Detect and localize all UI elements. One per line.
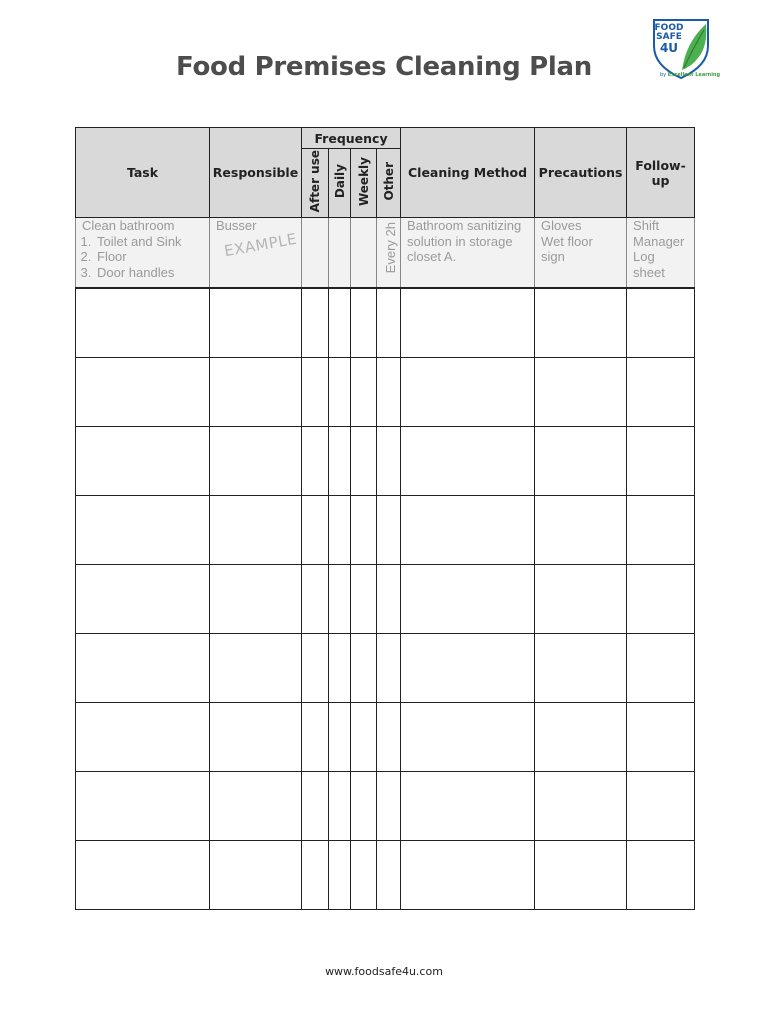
cell-follow-up[interactable] [627,358,695,427]
cell-daily[interactable] [329,634,351,703]
cell-task[interactable] [76,703,210,772]
cell-follow-up[interactable] [627,565,695,634]
cell-precautions[interactable] [535,565,627,634]
logo-wordmark: FOOD SAFE 4U [654,23,684,55]
cell-precautions[interactable] [535,427,627,496]
example-responsible: Busser EXAMPLE [210,218,302,289]
cell-cleaning-method[interactable] [401,634,535,703]
cell-responsible[interactable] [210,772,302,841]
cell-cleaning-method[interactable] [401,288,535,358]
cell-weekly[interactable] [351,841,377,910]
table-row [76,841,695,910]
cell-other[interactable] [377,703,401,772]
cell-precautions[interactable] [535,358,627,427]
cell-responsible[interactable] [210,427,302,496]
example-weekly [351,218,377,289]
cell-after-use[interactable] [302,358,329,427]
cell-weekly[interactable] [351,772,377,841]
cell-follow-up[interactable] [627,841,695,910]
cell-weekly[interactable] [351,358,377,427]
cell-weekly[interactable] [351,427,377,496]
example-cleaning-method: Bathroom sanitizing solution in storage closet A. [401,218,535,289]
column-header-cleaning-method: Cleaning Method [401,128,535,218]
cell-responsible[interactable] [210,841,302,910]
cell-cleaning-method[interactable] [401,703,535,772]
example-task-steps: 1. Toilet and Sink 2. Floor 3. Door handles [76,234,209,281]
cell-responsible[interactable] [210,703,302,772]
cell-responsible[interactable] [210,565,302,634]
example-stamp: EXAMPLE [222,229,299,260]
cell-precautions[interactable] [535,703,627,772]
cell-cleaning-method[interactable] [401,841,535,910]
cell-cleaning-method[interactable] [401,772,535,841]
cell-cleaning-method[interactable] [401,565,535,634]
column-header-daily: Daily [329,149,351,218]
cell-daily[interactable] [329,358,351,427]
example-follow-up: Shift Manager Log sheet [627,218,695,289]
cell-follow-up[interactable] [627,496,695,565]
cell-task[interactable] [76,358,210,427]
table-row [76,634,695,703]
example-other: Every 2h [377,218,401,289]
cell-after-use[interactable] [302,427,329,496]
cell-follow-up[interactable] [627,634,695,703]
example-after-use [302,218,329,289]
cell-task[interactable] [76,496,210,565]
cell-daily[interactable] [329,841,351,910]
cell-precautions[interactable] [535,288,627,358]
cell-follow-up[interactable] [627,703,695,772]
column-header-task: Task [76,128,210,218]
cell-responsible[interactable] [210,634,302,703]
cell-precautions[interactable] [535,496,627,565]
cell-daily[interactable] [329,288,351,358]
example-row [76,218,695,289]
cell-task[interactable] [76,565,210,634]
footer-url: www.foodsafe4u.com [325,965,443,978]
cell-after-use[interactable] [302,496,329,565]
cell-cleaning-method[interactable] [401,427,535,496]
cell-follow-up[interactable] [627,427,695,496]
cell-precautions[interactable] [535,634,627,703]
column-header-after-use: After use [302,149,329,218]
cell-task[interactable] [76,772,210,841]
cleaning-plan-table [75,127,695,910]
cell-cleaning-method[interactable] [401,496,535,565]
column-header-responsible: Responsible [210,128,302,218]
column-header-frequency: Frequency [302,128,401,149]
cell-other[interactable] [377,565,401,634]
cell-daily[interactable] [329,496,351,565]
table-row [76,496,695,565]
cell-after-use[interactable] [302,841,329,910]
example-task: Clean bathroom 1. Toilet and Sink 2. Floor 3. Door handles [76,218,210,289]
table-row [76,703,695,772]
cell-follow-up[interactable] [627,288,695,358]
cell-responsible[interactable] [210,358,302,427]
cell-precautions[interactable] [535,772,627,841]
cell-task[interactable] [76,427,210,496]
table-row [76,358,695,427]
cell-daily[interactable] [329,427,351,496]
cell-daily[interactable] [329,565,351,634]
cell-follow-up[interactable] [627,772,695,841]
cell-other[interactable] [377,841,401,910]
cell-weekly[interactable] [351,565,377,634]
column-header-other: Other [377,149,401,218]
cell-other[interactable] [377,288,401,358]
page-title: Food Premises Cleaning Plan [176,52,592,82]
cell-responsible[interactable] [210,288,302,358]
cell-task[interactable] [76,288,210,358]
cell-weekly[interactable] [351,703,377,772]
cell-other[interactable] [377,358,401,427]
cell-task[interactable] [76,634,210,703]
cell-daily[interactable] [329,772,351,841]
cell-other[interactable] [377,427,401,496]
cell-after-use[interactable] [302,565,329,634]
example-daily [329,218,351,289]
cell-responsible[interactable] [210,496,302,565]
cell-weekly[interactable] [351,634,377,703]
column-header-weekly: Weekly [351,149,377,218]
column-header-precautions: Precautions [535,128,627,218]
example-precautions: Gloves Wet floor sign [535,218,627,289]
table-row [76,288,695,358]
cell-other[interactable] [377,496,401,565]
cell-other[interactable] [377,634,401,703]
cell-task[interactable] [76,841,210,910]
column-header-follow-up: Follow-up [627,128,695,218]
cell-cleaning-method[interactable] [401,358,535,427]
logo-byline: by Excellent Learning [660,72,721,78]
cell-after-use[interactable] [302,772,329,841]
cell-after-use[interactable] [302,703,329,772]
table-row [76,427,695,496]
table-row [76,565,695,634]
cell-after-use[interactable] [302,634,329,703]
table-row [76,772,695,841]
cell-precautions[interactable] [535,841,627,910]
cell-daily[interactable] [329,703,351,772]
cell-weekly[interactable] [351,496,377,565]
cell-weekly[interactable] [351,288,377,358]
cell-after-use[interactable] [302,288,329,358]
cell-other[interactable] [377,772,401,841]
